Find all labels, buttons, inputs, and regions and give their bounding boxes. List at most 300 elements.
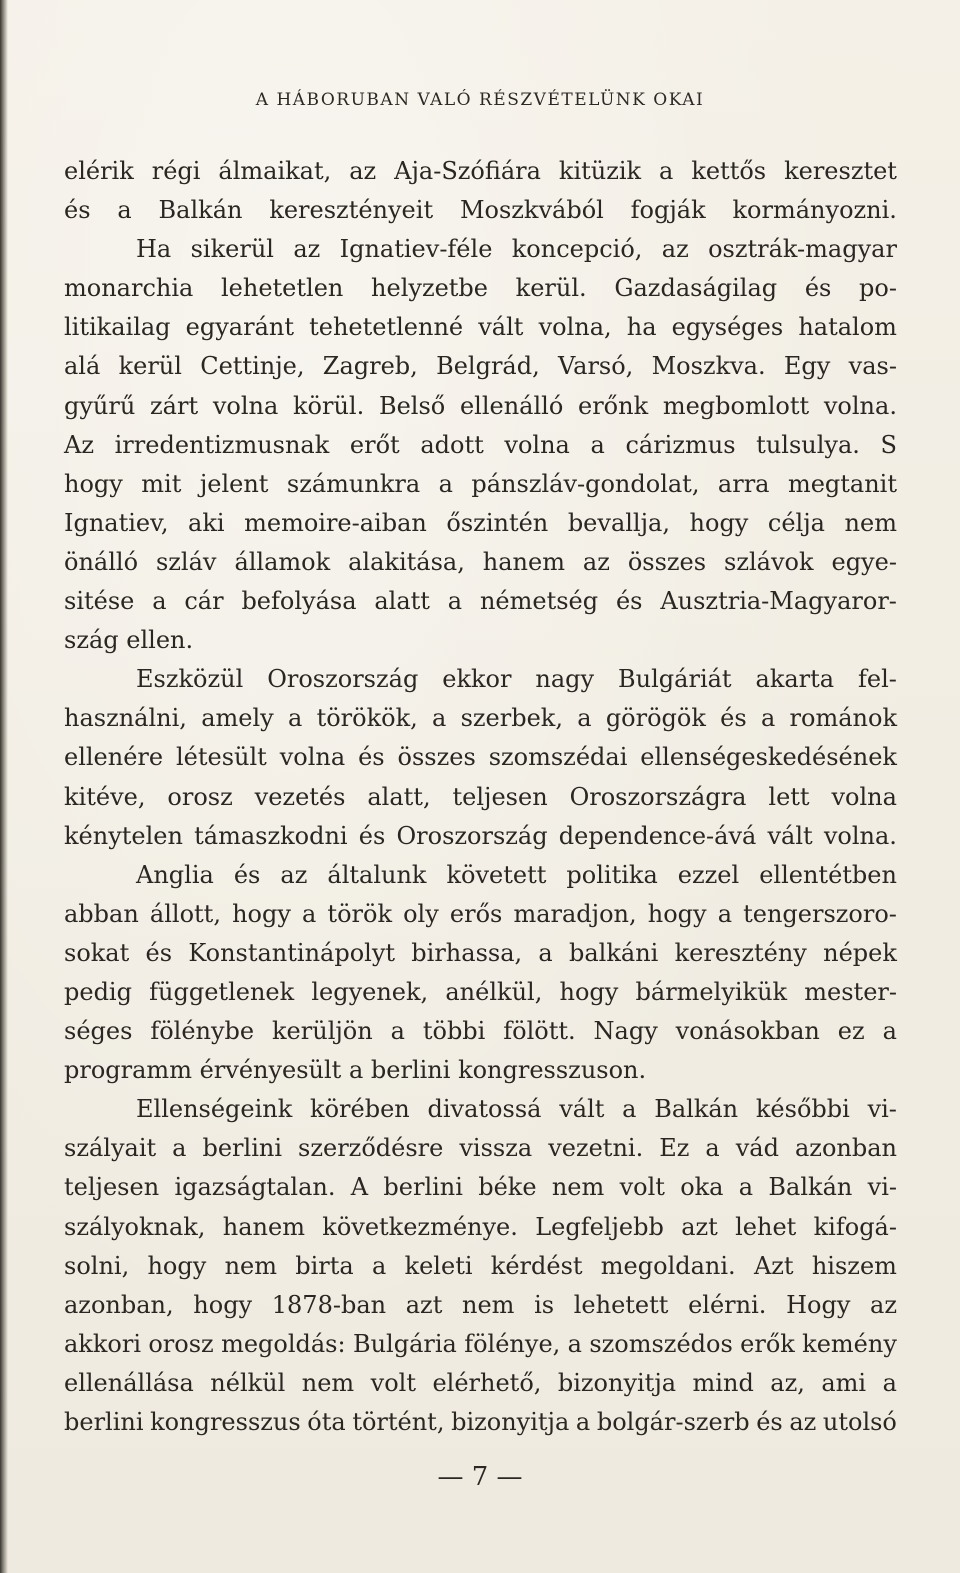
text-line [64,1129,897,1168]
word: Balkán [768,1173,853,1202]
word: szályait [64,1134,157,1163]
word: törökök, [316,704,418,733]
word: a [705,1134,720,1163]
word: utolsó [822,1408,897,1436]
word: teljesen [64,1173,160,1202]
word: hatalom [798,313,897,342]
word: mester- [804,977,897,1006]
word: Belső [378,391,446,420]
word: cárizmus [625,430,736,459]
word: Ignatiev-féle [339,235,493,264]
word: szág [64,626,127,655]
word: a [438,469,453,498]
word: kettős [691,157,767,185]
word: szerződésre [298,1134,444,1163]
word: berlini [383,1173,463,1202]
word: vi- [867,1095,897,1124]
word: volna. [823,821,897,850]
word: és [615,587,643,616]
page-gutter-shadow [0,0,8,1573]
word: bizonyitja [451,1408,570,1436]
word: önálló [64,547,139,576]
word: többi [422,1017,486,1046]
text-line [64,856,897,895]
word: nem [551,1173,605,1202]
word: volna. [823,391,897,420]
word: a [567,1329,582,1358]
word: ami [821,1368,867,1397]
word: osztrák-magyar [708,235,897,264]
word: Hogy [786,1290,851,1319]
word: amely [201,704,274,733]
word: erőnk [578,391,649,420]
word: függetlenek [149,977,295,1006]
text-line [64,621,897,660]
word: litikailag [64,313,171,342]
word: Ha [136,235,172,264]
word: politika [566,860,658,889]
text-line [64,347,897,386]
word: séges [64,1017,133,1046]
word: vezetni. [548,1134,644,1163]
word: orosz [167,782,233,811]
word: po- [859,274,897,303]
word: Azt [753,1251,794,1280]
text-line [64,543,897,582]
word: ellen. [126,626,194,655]
word: maradjon, [513,899,637,928]
word: körében [310,1095,410,1124]
word: hanem [222,1212,305,1241]
word: támaszkodni [194,821,348,850]
word: a [348,1056,371,1085]
word: cár [184,587,224,616]
word: és [756,1408,783,1436]
word: az [280,860,308,889]
word: volna [504,430,570,459]
word: volna [831,782,897,811]
word: fogják [630,196,706,225]
word: Ausztria-Magyaror- [660,587,897,616]
text-line [64,1403,897,1442]
word: ezzel [677,860,740,889]
word: bolgár-szerb [596,1408,750,1436]
word: kerüljön [272,1017,373,1046]
word: Zagreb, [322,352,418,381]
word: és [145,938,173,967]
word: egyaránt [185,313,294,342]
page-number: — 7 — [437,1462,523,1492]
word: vált [559,1095,605,1124]
word: az [789,1408,817,1436]
word: lehet [735,1212,797,1241]
word: és [804,274,832,303]
word: 1878-ban [271,1290,387,1319]
word: a [287,704,303,733]
word: egységes [671,313,784,342]
text-line [64,1168,897,1207]
word: kongresszus [150,1408,301,1436]
word: bizonyitja [557,1368,677,1397]
word: használni, [64,704,187,733]
word: pánszláv-gondolat, [471,469,700,498]
word: igazságtalan. [174,1173,336,1202]
word: összes [397,743,476,772]
word: lehetetlen [221,274,344,303]
word: birta [295,1251,354,1280]
word: aki [188,508,225,537]
text-line [64,738,897,777]
word: fel- [858,665,897,694]
word: volt [370,1368,416,1397]
word: lehetett [573,1290,669,1319]
word: és [64,196,91,225]
word: volna [279,743,346,772]
word: mind [692,1368,754,1397]
text-line [64,699,897,738]
word: keresztényeit [269,196,434,225]
word: a [152,587,167,616]
word: oly [403,899,439,928]
word: Moszkva. [651,352,766,381]
word: ekkor [442,665,512,694]
word: vas- [848,352,897,381]
word: németség [479,587,599,616]
word: alatt, [367,782,431,811]
word: szlávok [724,547,814,576]
word: vissza [459,1134,533,1163]
text-line [64,504,897,543]
word: erős [449,899,503,928]
word: azonban, [64,1290,174,1319]
word: Oroszországra [569,782,747,811]
word: és [358,821,386,850]
word: divatossá [427,1095,542,1124]
word: Az [64,430,94,459]
word: keresztet [784,157,897,185]
word: ellentétben [759,860,897,889]
word: a [117,196,132,225]
word: kitéve, [64,782,146,811]
word: következménye. [322,1212,518,1241]
text-line [64,1325,897,1364]
word: Balkán [158,196,243,225]
word: hogy [193,1290,253,1319]
word: elérik [64,157,134,185]
word: kongresszuson. [458,1056,647,1085]
text-line [64,152,897,191]
word: Nagy [593,1017,658,1046]
word: nélkül [210,1368,286,1397]
word: fölött. [503,1017,576,1046]
word: tulsulya. [756,430,860,459]
word: azt [405,1290,443,1319]
word: Bulgáriát [618,665,732,694]
word: kifogá- [813,1212,897,1241]
text-line [64,934,897,973]
word: általunk [327,860,427,889]
word: Konstantinápolyt [188,938,396,967]
word: programm [64,1056,200,1085]
word: A [350,1173,369,1202]
word: jelent [199,469,269,498]
word: vonásokban [675,1017,820,1046]
word: hiszem [811,1251,897,1280]
word: vált [478,313,524,342]
word: az [661,235,689,264]
word: a [882,1017,897,1046]
word: is [534,1290,555,1319]
word: célja [767,508,825,537]
word: az [870,1290,897,1319]
word: béke [478,1173,537,1202]
word: oka [680,1173,724,1202]
word: hanem [482,547,565,576]
text-line [64,1090,897,1129]
word: Oroszország [267,665,419,694]
word: azonban [794,1134,897,1163]
text-line [64,817,897,856]
word: álmaikat, [218,157,332,185]
word: a [622,1095,637,1124]
word: az [349,157,377,185]
word: megoldani. [600,1251,736,1280]
word: akarta [755,665,835,694]
word: berlini [202,1134,283,1163]
word: összes [627,547,707,576]
word: Eszközül [136,665,244,694]
word: Egy [783,352,831,381]
word: megtanit [787,469,897,498]
word: befolyása [241,587,357,616]
word: monarchia [64,274,194,303]
word: Bulgária [352,1329,457,1358]
text-line [64,895,897,934]
word: a [590,430,605,459]
text-line [64,230,897,269]
text-line [64,660,897,699]
word: a [760,704,776,733]
word: fölénybe [150,1017,255,1046]
word: ellenségeskedésének [640,743,897,772]
word: hogy [559,977,619,1006]
word: a [302,899,317,928]
word: memoire-aiban [244,508,427,537]
word: megoldás: [221,1329,346,1358]
word: kérdést [490,1251,583,1280]
text-line [64,1208,897,1247]
word: hogy [232,899,291,928]
word: Aja-Szófiára [394,157,541,185]
word: szályoknak, [64,1212,206,1241]
word: románok [789,704,897,733]
word: későbbi [755,1095,850,1124]
word: a [882,1368,897,1397]
body-text [64,152,897,1442]
text-line [64,426,897,465]
word: kerül [118,352,182,381]
word: sitése [64,587,135,616]
word: a [717,899,732,928]
word: megbomlott [662,391,810,420]
word: orosz [148,1329,214,1358]
word: a [447,587,463,616]
word: Ellenségeink [136,1095,293,1124]
word: volt [619,1173,665,1202]
word: kitüzik [558,157,642,185]
text-line [64,1286,897,1325]
word: adott [420,430,484,459]
word: vezetés [254,782,346,811]
word: hogy [147,1251,207,1280]
word: berlini [370,1056,459,1085]
word: keresztény [674,938,807,967]
word: vált [767,821,813,850]
word: a [390,1017,405,1046]
word: koncepció, [511,235,643,264]
word: Anglia [136,860,214,889]
word: teljesen [452,782,548,811]
word: számunkra [286,469,421,498]
word: a [659,157,674,185]
word: Gazdaságilag [614,274,778,303]
word: ellenére [64,743,164,772]
text-line [64,465,897,504]
word: elérni. [688,1290,767,1319]
word: zárt [150,391,199,420]
word: ellenálló [459,391,564,420]
word: Ez [659,1134,690,1163]
word: nagy [535,665,595,694]
word: sokat [64,938,130,967]
word: alatt [374,587,430,616]
text-line [64,582,897,621]
text-line [64,1364,897,1403]
word: állott, [149,899,221,928]
word: kemény [802,1329,897,1358]
word: Oroszország [396,821,548,850]
word: régi [151,157,201,185]
word: szomszédos [589,1329,733,1358]
word: helyzetbe [371,274,488,303]
word: nem [462,1290,515,1319]
word: arra [717,469,770,498]
word: fölénye, [464,1329,561,1358]
word: hogy [647,899,707,928]
word: ellenállása [64,1368,194,1397]
word: keleti [404,1251,473,1280]
word: legyenek, [311,977,429,1006]
word: és [358,743,385,772]
word: és [720,704,747,733]
text-line [64,308,897,347]
word: Varsó, [558,352,634,381]
text-line [64,973,897,1012]
word: mit [141,469,182,498]
word: az [582,547,610,576]
word: Cettinje, [200,352,305,381]
word: az, [770,1368,805,1397]
word: kormányozni. [732,196,897,225]
word: kerül. [515,274,587,303]
word: erőt [349,430,400,459]
word: azt [681,1212,718,1241]
word: őszintén [446,508,549,537]
word: bevallja, [567,508,670,537]
word: dependence-ává [558,821,757,850]
word: Balkán [654,1095,739,1124]
word: nem [301,1368,355,1397]
word: Legfeljebb [535,1212,664,1241]
word: S [880,430,897,459]
word: népek [823,938,897,967]
word: erők [740,1329,795,1358]
word: államok [234,547,331,576]
word: birhassa, [411,938,523,967]
running-title: A HÁBORUBAN VALÓ RÉSZVÉTELÜNK OKAI [255,90,705,110]
word: kénytelen [64,821,183,850]
word: görögök [605,704,706,733]
word: Ignatiev, [64,508,169,537]
word: a [172,1134,187,1163]
word: anélkül, [445,977,543,1006]
word: a [575,1408,591,1436]
text-line [64,269,897,308]
word: ez [837,1017,865,1046]
word: akkori [64,1329,141,1358]
word: pedig [64,977,132,1006]
word: gyűrű [64,391,136,420]
word: török [327,899,392,928]
word: létesült [176,743,267,772]
text-line [64,1247,897,1286]
word: Moszkvából [459,196,604,225]
text-line [64,387,897,426]
word: a [432,704,447,733]
word: hogy [64,469,123,498]
word: irredentizmusnak [114,430,330,459]
word: bármelyikük [635,977,788,1006]
word: egye- [831,547,897,576]
word: nem [224,1251,277,1280]
word: a [538,938,553,967]
word: ha [626,313,657,342]
word: szerbek, [460,704,563,733]
text-line [64,778,897,817]
word: érvényesült [199,1056,349,1085]
word: tehetetlenné [309,313,464,342]
word: berlini [64,1408,144,1436]
word: elérhető, [432,1368,542,1397]
word: volna [212,391,279,420]
word: a [577,704,592,733]
word: vád [735,1134,779,1163]
word: volna, [538,313,612,342]
text-line [64,1012,897,1051]
word: a [738,1173,754,1202]
word: alakitása, [348,547,465,576]
word: solni, [64,1251,130,1280]
word: körül. [293,391,365,420]
text-line [64,1051,897,1090]
word: szláv [155,547,217,576]
word: Belgrád, [436,352,540,381]
word: szomszédai [488,743,628,772]
word: nem [844,508,897,537]
word: vi- [867,1173,897,1202]
word: óta [307,1408,346,1436]
word: tengerszoro- [743,899,897,928]
